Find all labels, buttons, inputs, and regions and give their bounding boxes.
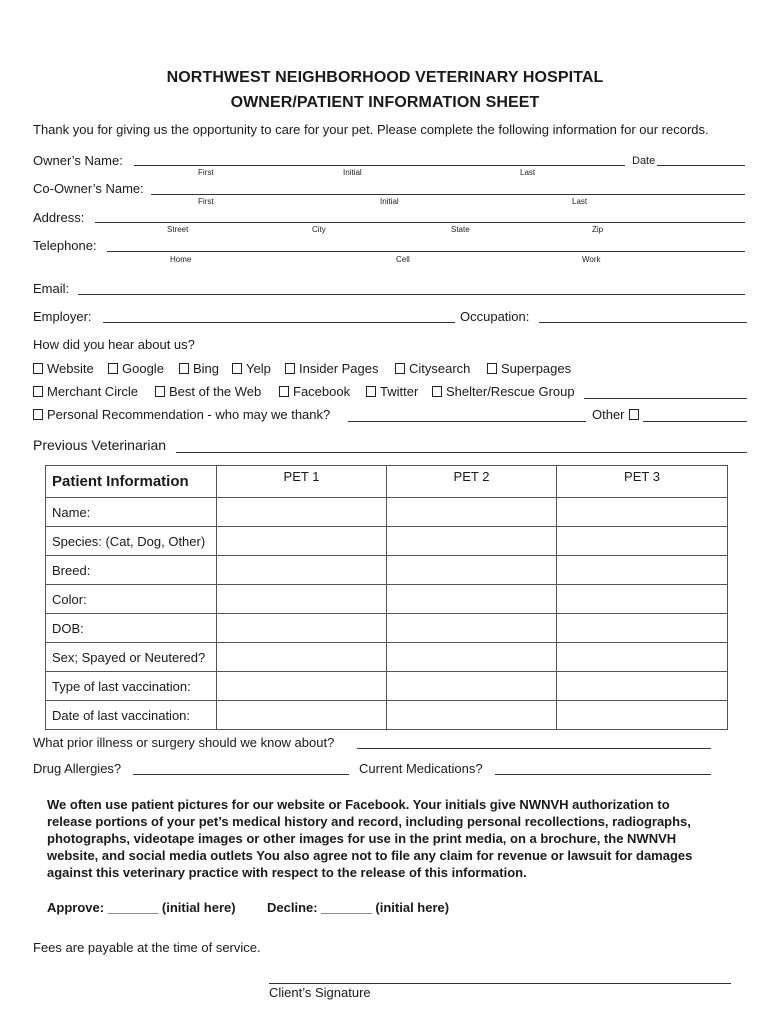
owner-name-field[interactable] <box>134 165 625 166</box>
signature-label: Client’s Signature <box>269 985 371 1000</box>
row-label-dob: DOB: <box>46 614 217 643</box>
table-cell[interactable] <box>387 498 557 527</box>
table-cell[interactable] <box>387 556 557 585</box>
checkbox-twitter[interactable] <box>366 384 418 399</box>
checkbox-insider-pages-label: Insider Pages <box>299 361 379 376</box>
row-label-vaccination-date: Date of last vaccination: <box>46 701 217 730</box>
checkbox-facebook[interactable] <box>279 384 350 399</box>
checkbox-merchant-circle[interactable] <box>33 384 138 399</box>
checkbox-shelter-rescue-label: Shelter/Rescue Group <box>446 384 575 399</box>
table-cell[interactable] <box>217 614 387 643</box>
row-label-color: Color: <box>46 585 217 614</box>
allergies-label: Drug Allergies? <box>33 761 122 776</box>
table-row <box>46 585 728 614</box>
table-cell[interactable] <box>557 585 728 614</box>
checkbox-insider-pages[interactable] <box>285 361 379 376</box>
table-cell[interactable] <box>387 614 557 643</box>
consent-line-3: photographs, videotape images or other images for use in the print media, on a brochure, the NWNVH <box>47 831 677 846</box>
patient-info-heading: Patient Information <box>46 466 217 498</box>
checkbox-website[interactable] <box>33 361 94 376</box>
illness-label: What prior illness or surgery should we know about? <box>33 735 335 750</box>
checkbox-superpages-label: Superpages <box>501 361 572 376</box>
shelter-rescue-field[interactable] <box>584 398 747 399</box>
checkbox-yelp[interactable] <box>232 361 271 376</box>
owner-sub-last: Last <box>520 168 536 177</box>
telephone-sub-cell: Cell <box>396 255 410 264</box>
checkbox-other[interactable] <box>629 407 643 422</box>
checkbox-bing-label: Bing <box>193 361 220 376</box>
address-field[interactable] <box>95 222 745 223</box>
form-title: NORTHWEST NEIGHBORHOOD VETERINARY HOSPITAL <box>166 69 604 86</box>
row-label-vaccination-type: Type of last vaccination: <box>46 672 217 701</box>
checkbox-superpages[interactable] <box>487 361 571 376</box>
allergies-field[interactable] <box>133 774 349 775</box>
owner-sub-initial: Initial <box>343 168 362 177</box>
previous-vet-field[interactable] <box>176 452 747 453</box>
address-sub-zip: Zip <box>592 225 604 234</box>
table-cell[interactable] <box>557 527 728 556</box>
date-field[interactable] <box>657 165 745 166</box>
checkbox-citysearch-label: Citysearch <box>409 361 471 376</box>
table-cell[interactable] <box>557 556 728 585</box>
checkbox-bing[interactable] <box>179 361 219 376</box>
checkbox-website-label: Website <box>47 361 94 376</box>
illness-field[interactable] <box>357 748 711 749</box>
other-label: Other <box>592 407 625 422</box>
employer-label: Employer: <box>33 309 92 324</box>
table-row <box>46 556 728 585</box>
row-label-sex: Sex; Spayed or Neutered? <box>46 643 217 672</box>
email-label: Email: <box>33 281 70 296</box>
table-cell[interactable] <box>557 701 728 730</box>
telephone-sub-work: Work <box>582 255 601 264</box>
occupation-field[interactable] <box>539 322 747 323</box>
table-row <box>46 614 728 643</box>
checkbox-personal-recommendation-label: Personal Recommendation - who may we thank? <box>47 407 331 422</box>
pet-3-heading: PET 3 <box>557 466 728 498</box>
address-sub-state: State <box>451 225 470 234</box>
coowner-sub-last: Last <box>572 197 588 206</box>
checkbox-shelter-rescue[interactable] <box>432 384 575 399</box>
checkbox-facebook-label: Facebook <box>293 384 351 399</box>
previous-vet-label: Previous Veterinarian <box>33 437 167 453</box>
consent-line-4: website, and social media outlets You also agree not to file any claim for revenue or lawsuit for damages <box>47 848 693 863</box>
table-cell[interactable] <box>217 672 387 701</box>
table-cell[interactable] <box>557 672 728 701</box>
checkbox-personal-recommendation[interactable] <box>33 407 330 422</box>
coowner-sub-first: First <box>198 197 214 206</box>
intro-text: Thank you for giving us the opportunity to care for your pet. Please complete the following information for our records. <box>33 122 709 137</box>
consent-line-5: against this veterinary practice with respect to the release of this information. <box>47 865 527 880</box>
telephone-sub-home: Home <box>170 255 192 264</box>
row-label-species: Species: (Cat, Dog, Other) <box>46 527 217 556</box>
checkbox-best-of-web-label: Best of the Web <box>169 384 262 399</box>
medications-field[interactable] <box>495 774 711 775</box>
table-cell[interactable] <box>387 672 557 701</box>
table-cell[interactable] <box>387 527 557 556</box>
table-row <box>46 643 728 672</box>
owner-name-label: Owner’s Name: <box>33 153 123 168</box>
table-cell[interactable] <box>387 643 557 672</box>
address-sub-street: Street <box>167 225 189 234</box>
checkbox-merchant-circle-label: Merchant Circle <box>47 384 139 399</box>
pet-2-heading: PET 2 <box>387 466 557 498</box>
coowner-sub-initial: Initial <box>380 197 399 206</box>
occupation-label: Occupation: <box>460 309 530 324</box>
table-cell[interactable] <box>387 701 557 730</box>
table-cell[interactable] <box>217 527 387 556</box>
address-label: Address: <box>33 210 85 225</box>
approve-initial-field[interactable]: Approve: _______ (initial here) <box>47 900 236 915</box>
table-cell[interactable] <box>217 643 387 672</box>
pet-1-heading: PET 1 <box>217 466 387 498</box>
table-cell[interactable] <box>217 498 387 527</box>
row-label-name: Name: <box>46 498 217 527</box>
referral-question: How did you hear about us? <box>33 337 195 352</box>
row-label-breed: Breed: <box>46 556 217 585</box>
table-row <box>46 672 728 701</box>
table-row <box>46 498 728 527</box>
checkbox-google[interactable] <box>108 361 164 376</box>
telephone-field[interactable] <box>107 251 745 252</box>
checkbox-citysearch[interactable] <box>395 361 470 376</box>
checkbox-best-of-web[interactable] <box>155 384 261 399</box>
form-subtitle: OWNER/PATIENT INFORMATION SHEET <box>230 94 540 111</box>
table-cell[interactable] <box>217 556 387 585</box>
coowner-name-label: Co-Owner’s Name: <box>33 181 144 196</box>
table-row <box>46 527 728 556</box>
employer-field[interactable] <box>103 322 455 323</box>
checkbox-google-label: Google <box>122 361 164 376</box>
table-cell[interactable] <box>557 498 728 527</box>
email-field[interactable] <box>78 294 745 295</box>
coowner-name-field[interactable] <box>151 194 745 195</box>
medications-label: Current Medications? <box>359 761 483 776</box>
table-cell[interactable] <box>217 585 387 614</box>
telephone-label: Telephone: <box>33 238 97 253</box>
decline-initial-field[interactable]: Decline: _______ (initial here) <box>267 900 450 915</box>
other-field[interactable] <box>643 421 747 422</box>
consent-line-2: release portions of your pet’s medical history and record, including personal recollections, radiographs, <box>47 814 691 829</box>
table-cell[interactable] <box>557 614 728 643</box>
patient-info-table <box>45 465 728 730</box>
address-sub-city: City <box>312 225 326 234</box>
fees-note: Fees are payable at the time of service. <box>33 940 261 955</box>
table-cell[interactable] <box>387 585 557 614</box>
checkbox-twitter-label: Twitter <box>380 384 419 399</box>
consent-line-1: We often use patient pictures for our website or Facebook. Your initials give NWNVH authorization to <box>47 797 670 812</box>
date-label: Date <box>632 155 656 167</box>
table-header-row <box>46 466 728 498</box>
recommendation-field[interactable] <box>348 421 586 422</box>
table-row <box>46 701 728 730</box>
signature-field[interactable] <box>269 983 731 984</box>
owner-sub-first: First <box>198 168 214 177</box>
table-cell[interactable] <box>217 701 387 730</box>
table-cell[interactable] <box>557 643 728 672</box>
checkbox-yelp-label: Yelp <box>246 361 271 376</box>
